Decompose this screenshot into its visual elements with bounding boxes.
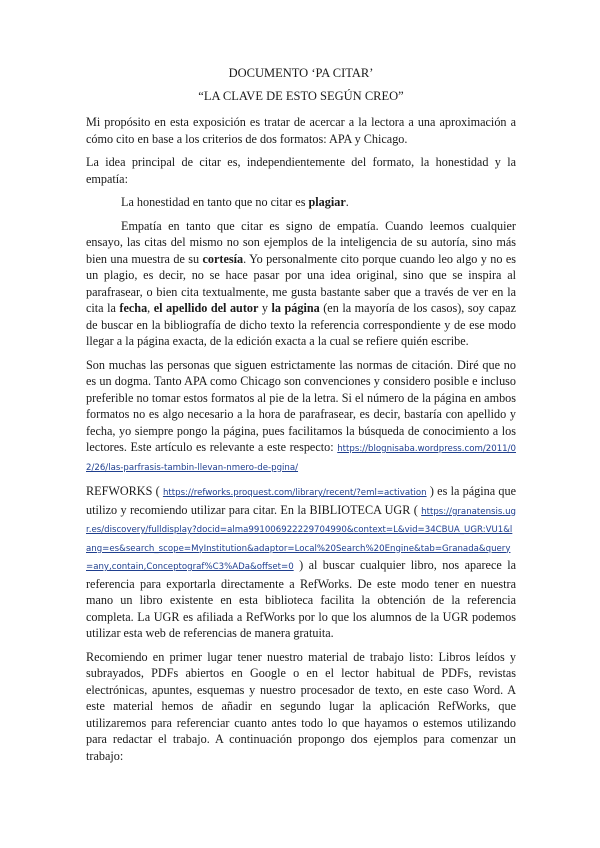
paragraph-citation-norms: [86, 357, 516, 477]
document-subtitle: “LA CLAVE DE ESTO SEGÚN CREO”: [198, 89, 404, 103]
paragraph-recommendation: Recomiendo en primer lugar tener nuestro material de trabajo listo: Libros leídos y subrayados, PDFs abiertos en Google o en el lector habitual de PDFs, revistas electrónicas, apuntes, esquemas y nuestro procesador de texto, en este caso Word. A este material hemos de añadir en segundo lugar la aplicación RefWorks, que utilizaremos para referenciar cuanto antes todo lo que hayamos o estemos utilizando para redactar el trabajo. A continuación propongo dos ejemplos para comenzar un trabajo:: [86, 649, 516, 763]
paragraph-honesty: [86, 194, 516, 211]
text-run: ) al buscar cualquier libro, nos aparece la referencia para exportarla directamente a RefWorks. De este modo tener en nuestra mano un libro existente en esta biblioteca facilita la obtención de la referencia completa. La UGR es afiliada a RefWorks por lo que los alumnos de la UGR podemos utilizar esta web de referencias de manera gratuita.: [86, 558, 516, 640]
paragraph-purpose: Mi propósito en esta exposición es tratar de acercar a la lectora a una aproximación a cómo cito en base a los criterios de dos formatos: APA y Chicago.: [86, 115, 516, 146]
document-page: [86, 66, 516, 771]
text-run: . Yo personalmente cito porque cuando leo algo y no es un plagio, es decir, no se hace pasar por una idea original, sino que se inspira al parafrasear, o bien cita textualmente, me gusta bastante saber que a través de ver en la cita la: [86, 251, 517, 315]
bold-term-fecha: fecha: [119, 301, 148, 315]
text-run: La honestidad en tanto que no citar es: [121, 195, 309, 209]
text-run: REFWORKS (: [86, 484, 163, 498]
text-run: y: [258, 301, 272, 315]
text-run: .: [345, 195, 349, 209]
document-title: DOCUMENTO ‘PA CITAR’: [228, 66, 374, 80]
paragraph-refworks: [86, 483, 516, 642]
text-run: Empatía en tanto que citar es signo de empatía. Cuando leemos cualquier ensayo, las citas del mismo no son ejemplos de la inteligencia de su autoría, sino más bien una muestra de su: [86, 218, 516, 266]
ugr-library-link[interactable]: https://granatensis.ugr.es/discovery/fulldisplay?docid=alma991006922229704990&context=L&vid=34CBUA_UGR:VU1&lang=es&search_scope=MyInstitution&adaptor=Local%20Search%20Engine&tab=Granada&query=any,contain,Conceptograf%C3%ADa&offset=0: [86, 506, 516, 572]
text-run: Son muchas las personas que siguen estrictamente las normas de citación. Diré que no es un dogma. Tanto APA como Chicago son convenciones y considero posible e incluso preferible no tomar estos formatos al pie de la letra. Si el número de la página en ambos formatos no es algo necesario a la hora de parafrasear, es decir, bastaría con apellido y fecha, yo siempre pongo la página, pues facilitamos la búsqueda de conocimiento a los lectores. Este artículo es relevante a este respecto:: [86, 357, 516, 454]
bold-term-cortesia: cortesía: [202, 251, 244, 266]
text-run: (en la mayoría de los casos), soy capaz de buscar en la bibliografía de dicho texto la referencia correspondiente y de ese modo llegar a la página exacta, de la edición exacta a la cual se refiere quién escribe.: [86, 301, 517, 348]
paragraph-main-idea: La idea principal de citar es, independientemente del formato, la honestidad y la empatía:: [86, 155, 516, 186]
text-run: ) es la página que utilizo y recomiendo utilizar para citar. En la BIBLIOTECA UGR (: [86, 484, 516, 517]
bold-term-pagina: la página: [271, 301, 320, 315]
paragraph-empathy: [86, 218, 516, 350]
bold-term-apellido: el apellido del autor: [153, 301, 259, 315]
blog-article-link[interactable]: https://blognisaba.wordpress.com/2011/02/26/las-parfrasis-tambin-llevan-nmero-de-pgina/: [86, 444, 517, 473]
bold-term-plagiar: plagiar: [308, 195, 346, 209]
text-run: ,: [147, 301, 154, 315]
refworks-link[interactable]: https://refworks.proquest.com/library/recent/?eml=activation: [162, 488, 427, 498]
